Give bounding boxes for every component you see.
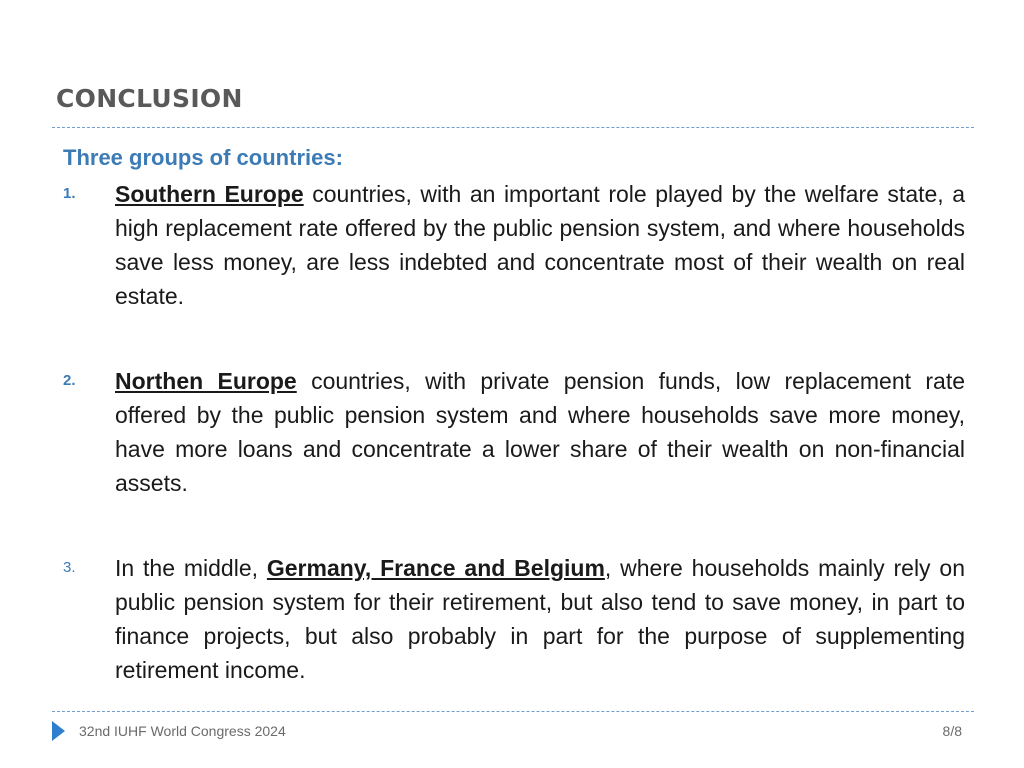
list-number: 3. (63, 559, 76, 576)
item-prefix: In the middle, (115, 555, 267, 581)
item-text: countries, with private pension funds, low replacement rate offered by the public pension system and where households save more money, have more loans and concentrate a lower share of their wealth on non-financial assets. (115, 368, 965, 496)
slide-content (63, 141, 965, 687)
slide-title: CONCLUSION (56, 84, 243, 113)
item-key-term: Northen Europe (115, 368, 297, 394)
play-triangle-icon (52, 721, 65, 741)
list-number: 1. (63, 185, 76, 202)
list-item-middle-group (63, 551, 965, 687)
list-item-northern-europe (63, 364, 965, 500)
item-text: countries, with an important role played by the welfare state, a high replacement rate offered by the public pension system, and where households save less money, are less indebted and concentrate most of their wealth on real estate. (115, 181, 965, 309)
footer-conference: 32nd IUHF World Congress 2024 (79, 723, 286, 739)
title-divider (52, 127, 974, 128)
footer-divider (52, 711, 974, 712)
page-number: 8/8 (942, 723, 962, 739)
item-key-term: Southern Europe (115, 181, 304, 207)
list-number: 2. (63, 372, 76, 389)
item-text: , where households mainly rely on public pension system for their retirement, but also tend to save money, in part to finance projects, but also probably in part for the purpose of supplementing retirement income. (115, 555, 965, 683)
list-item-southern-europe (63, 177, 965, 313)
item-key-term: Germany, France and Belgium (266, 555, 605, 581)
subtitle: Three groups of countries: (63, 145, 343, 170)
